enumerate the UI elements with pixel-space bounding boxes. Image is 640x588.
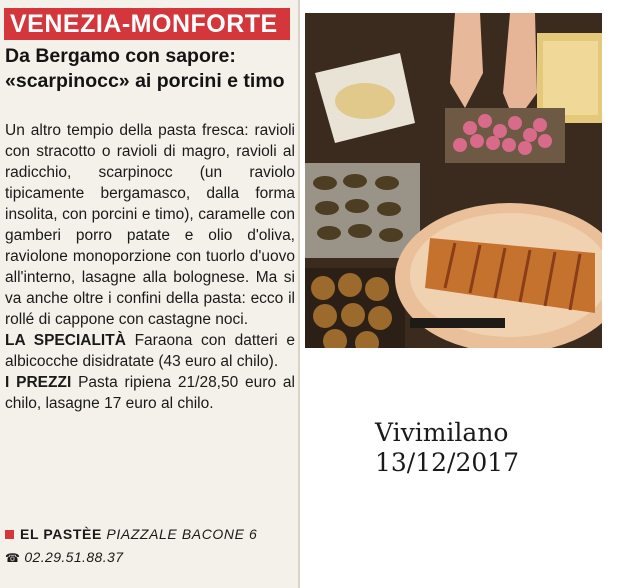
article-body — [5, 120, 295, 414]
venue-phone: 02.29.51.88.37 — [24, 549, 124, 565]
article-photo — [305, 13, 602, 348]
source-date: 13/12/2017 — [375, 448, 520, 477]
specialty-paragraph — [5, 330, 295, 372]
venue-name: EL PASTÈE — [20, 526, 102, 542]
prices-label: I PREZZI — [5, 374, 72, 391]
venue-phone-line — [5, 547, 123, 568]
venue-address: PIAZZALE BACONE 6 — [106, 526, 258, 542]
pasta-shop-photo — [305, 13, 602, 348]
prices-paragraph — [5, 372, 295, 414]
telephone-icon: ☎ — [5, 551, 21, 565]
article-headline: Da Bergamo con sapore: «scarpinocc» ai porcini e timo — [5, 45, 285, 92]
source-citation — [375, 418, 575, 478]
column-divider — [298, 0, 300, 588]
source-publication: Vivimilano — [375, 418, 509, 447]
article-body-text: Un altro tempio della pasta fresca: ravioli con stracotto o ravioli di magro, ravioli al radicchio, scarpinocc (un raviolo tipicamente bergamasco, dalla forma insolita, con porcini e timo), caramelle con gamberi porro patate e olio d'oliva, raviolone monoporzione con tuorlo d'uovo all'interno, lasagne alla bolognese. Ma si va anche oltre i confini della pasta: ecco il rollé di cappone con castagne noci. — [5, 122, 295, 328]
article-kicker: VENEZIA-MONFORTE — [4, 8, 290, 40]
venue-address-line — [5, 524, 298, 544]
specialty-label: LA SPECIALITÀ — [5, 332, 126, 349]
specialty-text: Faraona con datteri e albicocche disidratate (43 euro al chilo). — [5, 332, 295, 370]
red-square-bullet-icon — [5, 530, 14, 539]
prices-text: Pasta ripiena 21/28,50 euro al chilo, lasagne 17 euro al chilo. — [5, 374, 295, 412]
